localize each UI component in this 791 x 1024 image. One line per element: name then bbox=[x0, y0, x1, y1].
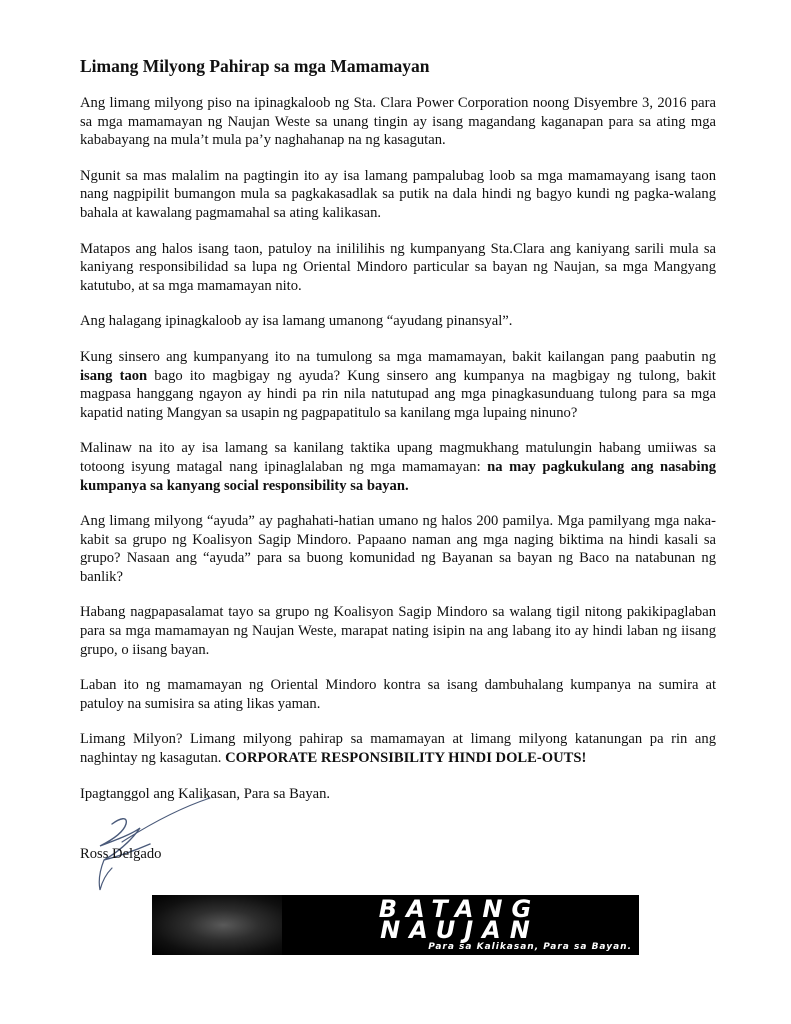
paragraph bbox=[80, 512, 716, 586]
paragraph bbox=[80, 676, 716, 713]
paragraph bbox=[80, 167, 716, 223]
text-run: Ang limang milyong “ayuda” ay paghahati-hatian umano ng halos 200 pamilya. Mga pamilyang mga naka-kabit sa grupo ng Koalisyon Sagip Mindoro. Papaano naman ang mga naging biktima na hindi kasali sa grupo? Nasaan ang “ayuda” para sa buong komunidad ng Bayanan sa bayan ng Baco na natabunan ng banlik? bbox=[80, 513, 716, 585]
text-run: Habang nagpapasalamat tayo sa grupo ng Koalisyon Sagip Mindoro sa walang tigil nitong pakikipaglaban para sa mga mamamayan ng Naujan Weste, marapat nating isipin na ang labang ito ay hindi laban ng iisang grupo, o iisang bayan. bbox=[80, 604, 716, 658]
document-title: Limang Milyong Pahirap sa mga Mamamayan bbox=[80, 56, 430, 76]
text-run: Laban ito ng mamamayan ng Oriental Mindoro kontra sa isang dambuhalang kumpanya na sumira at patuloy na sumisira sa ating likas yaman. bbox=[80, 677, 716, 712]
text-run: Kung sinsero ang kumpanyang ito na tumulong sa mga mamamayan, bakit kailangan pang paabutin ng bbox=[80, 348, 716, 365]
text-run: Ang limang milyong piso na ipinagkaloob ng Sta. Clara Power Corporation noong Disyembre 3, 2016 para sa mga mamamayan ng Naujan Weste sa unang tingin ay isang magandang kaganapan para sa ating mga kababayang na mula’t mula pa’y naghahanap na ng kasagutan. bbox=[80, 95, 716, 149]
bold-text: isang taon bbox=[80, 367, 148, 384]
signature-scribble-icon bbox=[60, 790, 260, 900]
text-run: Matapos ang halos isang taon, patuloy na inililihis ng kumpanyang Sta.Clara ang kaniyang sarili mula sa kaniyang responsibilidad sa lupa ng Oriental Mindoro particular sa bayan ng Naujan, sa mga Mangyang katutubo, at sa mga mamamayan nito. bbox=[80, 240, 716, 294]
banner-line-1: BATANG bbox=[378, 895, 541, 923]
paragraph bbox=[80, 240, 716, 296]
document-body bbox=[80, 94, 716, 820]
bold-text: na may pagkukulang ang nasabing kumpanya sa kanyang social responsibility sa bayan. bbox=[80, 458, 716, 494]
signature-name: Ross Delgado bbox=[80, 846, 162, 862]
text-run: Ipagtanggol ang Kalikasan, Para sa Bayan. bbox=[80, 785, 331, 802]
text-run: bago ito magbigay ng ayuda? Kung sinsero ang kumpanya na magbigay ng tulong, bakit magpasa hanggang ngayon ay hindi pa rin nila natutupad ang mga pinagkasunduang tulong para sa mga kapatid nating Mangyan sa usapin ng pagpapatitulo sa kanilang mga lupaing ninuno? bbox=[80, 367, 716, 421]
paragraph bbox=[80, 348, 716, 422]
bold-text: CORPORATE RESPONSIBILITY HINDI DOLE-OUTS! bbox=[225, 750, 587, 767]
batang-naujan-banner bbox=[152, 895, 639, 955]
banner-tagline: Para sa Kalikasan, Para sa Bayan. bbox=[428, 942, 632, 952]
text-run: Malinaw na ito ay isa lamang sa kanilang taktika upang magmukhang matulungin habang umiiwas sa totoong isyung matagal nang ipinaglalaban ng mga mamamayan: bbox=[80, 440, 716, 475]
paragraph bbox=[80, 312, 716, 331]
paragraph bbox=[80, 94, 716, 150]
banner-line-2: NAUJAN bbox=[380, 916, 539, 944]
paragraph bbox=[80, 603, 716, 659]
text-run: Limang Milyon? Limang milyong pahirap sa mamamayan at limang milyong katanungan pa rin ang naghintay ng kasagutan. bbox=[80, 731, 716, 767]
paragraph bbox=[80, 730, 716, 767]
masked-face-image bbox=[152, 895, 282, 955]
text-run: Ang halagang ipinagkaloob ay isa lamang umanong “ayudang pinansyal”. bbox=[80, 313, 513, 330]
text-run: Ngunit sa mas malalim na pagtingin ito ay isa lamang pampalubag loob sa mga mamamayang isang taon nang nagpipilit bumangon mula sa pagkakasadlak sa putik na dala hindi ng bagyo kundi ng pagka-walang bahala at kawalang pagmamahal sa ating kalikasan. bbox=[80, 167, 716, 221]
paragraph bbox=[80, 439, 716, 495]
